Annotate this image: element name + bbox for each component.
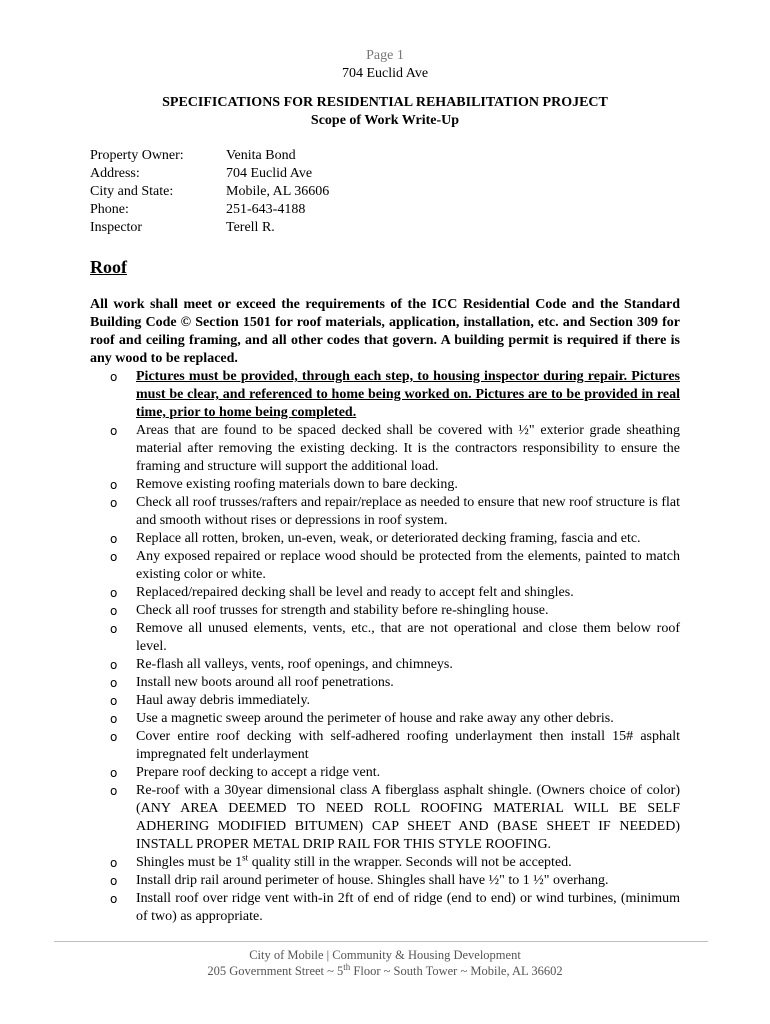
spec-item (110, 422, 680, 476)
info-row-address (90, 165, 329, 183)
bullet-marker: o (110, 550, 118, 564)
spec-item-text: Shingles must be 1st quality still in the wrapper. Seconds will not be accepted. (136, 852, 572, 870)
info-value: Terell R. (226, 220, 275, 235)
spec-item (110, 530, 680, 548)
spec-item (110, 548, 680, 584)
spec-item-text: Install drip rail around perimeter of house. Shingles shall have ½" to 1 ½" overhang. (136, 873, 609, 888)
info-label: Phone: (90, 202, 129, 217)
bullet-marker: o (110, 892, 118, 906)
info-value: Mobile, AL 36606 (226, 184, 330, 199)
info-row-phone (90, 201, 329, 219)
spec-item-text: Check all roof trusses/rafters and repair/replace as needed to ensure that new roof structure is flat and smooth without rises or depressions in roof system. (136, 495, 680, 528)
section-heading: Roof (90, 257, 127, 277)
spec-item-text: Remove existing roofing materials down to bare decking. (136, 477, 458, 492)
bullet-marker: o (110, 604, 118, 618)
spec-list (110, 368, 680, 926)
info-label: Address: (90, 166, 140, 181)
spec-item-text: Haul away debris immediately. (136, 693, 311, 708)
bullet-marker: o (110, 694, 118, 708)
spec-item (110, 584, 680, 602)
header-address: 704 Euclid Ave (341, 66, 429, 81)
page-number: Page 1 (366, 48, 404, 63)
spec-item-text: Check all roof trusses for strength and stability before re-shingling house. (136, 603, 549, 618)
spec-item (110, 710, 680, 728)
spec-item (110, 620, 680, 656)
bullet-marker: o (110, 586, 118, 600)
spec-item-text: Re-roof with a 30year dimensional class A fiberglass asphalt shingle. (Owners choice of color) (ANY AREA DEEMED TO NEED ROLL ROOFING MATERIAL WILL BE SELF ADHERING MODIFIED BITUMEN) CAP SHEET AND (BASE SHEET IF NEEDED) INSTALL PROPER METAL DRIP RAIL FOR THIS STYLE ROOFING. (136, 783, 680, 852)
info-row-inspector (90, 219, 329, 237)
spec-item-text: Cover entire roof decking with self-adhered roofing underlayment then install 15# asphalt impregnated felt underlayment (136, 729, 680, 762)
bullet-marker: o (110, 370, 118, 384)
bullet-marker: o (110, 424, 118, 438)
info-label: Property Owner: (90, 148, 184, 163)
info-label: Inspector (90, 220, 143, 235)
spec-item (110, 494, 680, 530)
bullet-marker: o (110, 658, 118, 672)
spec-item-text: Install new boots around all roof penetrations. (136, 675, 394, 690)
spec-item-text: Areas that are found to be spaced decked shall be covered with ½" exterior grade sheathing material after removing the existing decking. It is the contractors responsibility to ensure the framing and structure will support the additional load. (136, 423, 680, 474)
bullet-marker: o (110, 676, 118, 690)
bullet-marker: o (110, 874, 118, 888)
property-info (90, 147, 329, 237)
spec-item (110, 854, 680, 872)
bullet-marker: o (110, 856, 118, 870)
spec-item-text: Prepare roof decking to accept a ridge vent. (136, 765, 381, 780)
bullet-marker: o (110, 532, 118, 546)
spec-item-text: Re-flash all valleys, vents, roof openings, and chimneys. (136, 657, 453, 672)
bullet-marker: o (110, 784, 118, 798)
spec-item (110, 692, 680, 710)
info-label: City and State: (90, 184, 174, 199)
bullet-marker: o (110, 712, 118, 726)
document-subtitle: Scope of Work Write-Up (310, 113, 460, 128)
spec-item (110, 674, 680, 692)
footer-divider (54, 941, 708, 942)
bullet-marker: o (110, 730, 118, 744)
spec-item (110, 764, 680, 782)
spec-item (110, 728, 680, 764)
info-value: Venita Bond (226, 148, 296, 163)
spec-item-text: Pictures must be provided, through each step, to housing inspector during repair. Pictures must be clear, and referenced to home being worked on. Pictures are to be provided in real time, prior to home being completed. (136, 369, 680, 420)
spec-item (110, 872, 680, 890)
section-intro: All work shall meet or exceed the requirements of the ICC Residential Code and the Standard Building Code © Section 1501 for roof materials, application, installation, etc. and Section 309 for roof and ceiling framing, and all other codes that govern. A building permit is required if there is any wood to be replaced. (90, 297, 680, 366)
spec-item (110, 476, 680, 494)
info-value: 251-643-4188 (226, 202, 306, 217)
bullet-marker: o (110, 478, 118, 492)
info-row-owner (90, 147, 329, 165)
footer-line-1: City of Mobile | Community & Housing Development (249, 948, 521, 962)
bullet-marker: o (110, 496, 118, 510)
spec-item-text: Use a magnetic sweep around the perimeter of house and rake away any other debris. (136, 711, 614, 726)
spec-item (110, 782, 680, 854)
info-row-city (90, 183, 329, 201)
document-title: SPECIFICATIONS FOR RESIDENTIAL REHABILITATION PROJECT (162, 95, 608, 110)
spec-item (110, 656, 680, 674)
footer-line-2: 205 Government Street ~ 5th Floor ~ South Tower ~ Mobile, AL 36602 (207, 961, 563, 978)
spec-item-text: Remove all unused elements, vents, etc., that are not operational and close them below roof level. (136, 621, 680, 654)
spec-item (110, 890, 680, 926)
spec-item (110, 602, 680, 620)
spec-item-text: Replace all rotten, broken, un-even, weak, or deteriorated decking framing, fascia and etc. (136, 531, 641, 546)
bullet-marker: o (110, 766, 118, 780)
info-value: 704 Euclid Ave (226, 166, 313, 181)
spec-item-text: Replaced/repaired decking shall be level and ready to accept felt and shingles. (136, 585, 574, 600)
bullet-marker: o (110, 622, 118, 636)
spec-item-text: Any exposed repaired or replace wood should be protected from the elements, painted to match existing color or white. (136, 549, 680, 582)
spec-item (110, 368, 680, 422)
spec-item-text: Install roof over ridge vent with-in 2ft of end of ridge (end to end) or wind turbines, (minimum of two) as appropriate. (136, 891, 680, 924)
